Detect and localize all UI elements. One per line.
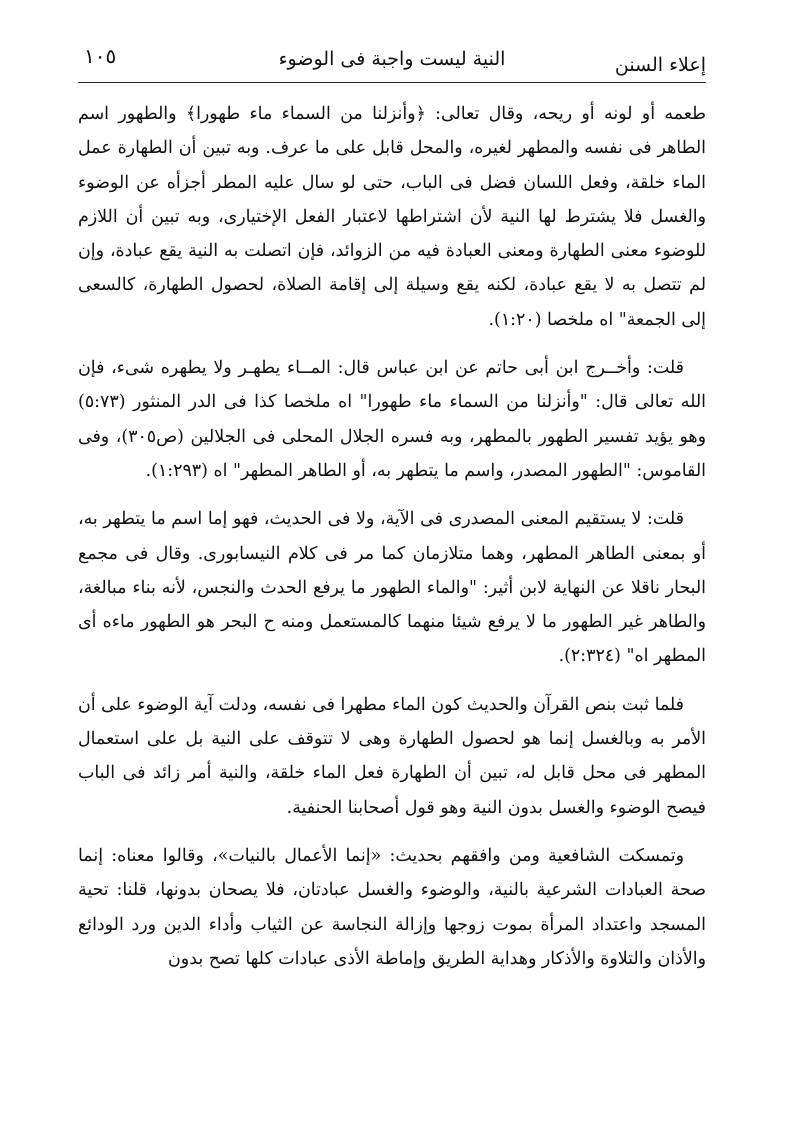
paragraph-5: وتمسكت الشافعية ومن وافقهم بحديث: «إنما الأعمال بالنيات»، وقالوا معناه: إنما صحة العبادات الشرعية بالنية، والوضوء والغسل عبادتان، فلا يصحان بدونها، قلنا: تحية المسجد واعتداد المرأة بموت زوجها وإزالة النجاسة عن الثياب وأداء الدين ورد الودائع والأذان والتلاوة والأذكار وهداية الطريق وإماطة الأذى عبادات كلها تصح بدون [78, 845, 706, 969]
page-body [78, 97, 706, 990]
page-header [78, 42, 706, 83]
chapter-title: النية ليست واجبة فى الوضوء [278, 48, 506, 70]
page-number: ١٠٥ [84, 44, 117, 68]
paragraph-4: فلما ثبت بنص القرآن والحديث كون الماء مطهرا فى نفسه، ودلت آية الوضوء على أن الأمر به وبالغسل إنما هو لحصول الطهارة وهى لا تتوقف على النية بل على استعمال المطهر فى محل قابل له، تبين أن الطهارة فعل الماء خلقة، والنية أمر زائد فى الباب فيصح الوضوء والغسل بدون النية وهو قول أصحابنا الحنفية. [78, 694, 706, 818]
paragraph-3: قلت: لا يستقيم المعنى المصدرى فى الآية، ولا فى الحديث، فهو إما اسم ما يتطهر به، أو بمعنى الطاهر المطهر، وهما متلازمان كما مر فى كلام النيسابورى. وقال فى مجمع البحار ناقلا عن النهاية لابن أثير: "والماء الطهور ما يرفع الحدث والنجس، لأنه بناء مبالغة، والطاهر غير الطهور ما لا يرفع شيئا منهما كالمستعمل ومنه ح البحر هو الطهور ماءه أى المطهر اه" (٢:٣٢٤). [78, 509, 706, 667]
paragraph-1: طعمه أو لونه أو ريحه، وقال تعالى: ﴿وأنزلنا من السماء ماء طهورا﴾ والطهور اسم الطاهر فى نفسه والمطهر لغيره، والمحل قابل على ما عرف. وبه تبين أن الطهارة عمل الماء خلقة، وفعل اللسان فضل فى الباب، حتى لو سال عليه المطر أجزأه عن الوضوء والغسل فلا يشترط لها النية لأن اشتراطها لاعتبار الفعل الإختيارى، وبه تبين أن اللازم للوضوء معنى الطهارة ومعنى العبادة فيه من الزوائد، فإن اتصلت به النية يقع عبادة، وإن لم تتصل به لا يقع عبادة، لكنه يقع وسيلة إلى إقامة الصلاة، لحصول الطهارة، كالسعى إلى الجمعة" اه ملخصا (١:٢٠). [78, 104, 706, 330]
book-title: إعلاء السنن [614, 54, 706, 76]
paragraph-2: قلت: وأخــرج ابن أبى حاتم عن ابن عباس قال: المــاء يطهـر ولا يطهره شىء، فإن الله تعالى قال: "وأنزلنا من السماء ماء طهورا" اه ملخصا كذا فى الدر المنثور (٥:٧٣) وهو يؤيد تفسير الطهور بالمطهر، وبه فسره الجلال المحلى فى الجلالين (ص٣٠٥)، وفى القاموس: "الطهور المصدر، واسم ما يتطهر به، أو الطاهر المطهر" اه (١:٢٩٣). [78, 358, 706, 481]
